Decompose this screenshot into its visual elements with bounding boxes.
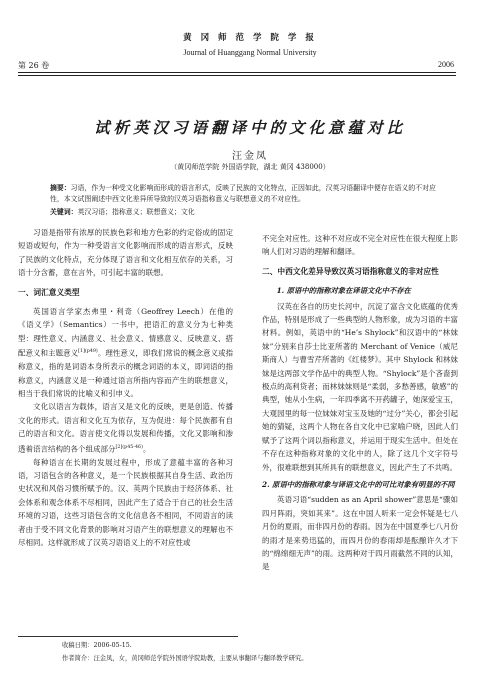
subsection-heading: 2. 原语中的指称对象与译语文化中的可比对象有明显的不同 bbox=[262, 479, 455, 489]
footnote-received: 收稿日期：2006-05-15. bbox=[62, 642, 132, 649]
abstract-label: 摘要： bbox=[50, 184, 71, 192]
body-paragraph bbox=[18, 400, 233, 455]
paragraph-text: 。理性意义，即我们常说的概念意义或指称意义，指的是词语本身所表示的概念词语的本义，即词语的指称意义，内涵意义是一种通过语言所指内容而产生的联想意义，相当于我们常说的比喻义和引申义。 bbox=[18, 348, 234, 398]
body-paragraph: 英语习语“sudden as an April shower”意思是“骤如四月阵雨，突如其来”。这在中国人听来一定会怀疑是七八月份的夏雨，而非四月份的春雨。因为在中国夏季七八月份的雨才是来势迅猛的，而四月份的春雨却是酝酿许久才下的“绵绵细无声”的雨。这两种对于四月雨截然不同的认知，是 bbox=[262, 495, 458, 572]
footnote-author-bio: 作者简介：汪金凤，女，黄冈师范学院外国语学院助教，主要从事翻译与翻译教学研究。 bbox=[62, 655, 308, 662]
section-heading: 一、词汇意义类型 bbox=[18, 287, 80, 297]
left-column bbox=[18, 226, 233, 549]
header-rule bbox=[18, 72, 456, 73]
keywords-label: 关键词： bbox=[50, 208, 78, 216]
footnote-rule bbox=[18, 636, 238, 637]
header-rule-thin bbox=[18, 75, 456, 76]
article-author: 汪金凤 bbox=[232, 151, 268, 162]
journal-title-cn: 黄 冈 师 范 学 院 学 报 bbox=[183, 33, 317, 43]
article-title: 试析英汉习语翻译中的文化意蕴对比 bbox=[93, 118, 406, 137]
paragraph-text: 英国语言学家杰弗里・利奇（Geoffrey Leech）在他的《语义学》（Semantics）一书中，把语汇的意义分为七种类型：理性意义、内涵意义、社会意义、情感意义、反映意义、搭配意义和主题意义 bbox=[18, 307, 233, 358]
journal-title-en: Journal of Huanggang Normal University bbox=[183, 48, 317, 57]
body-paragraph: 每种语言在长期的发展过程中，形成了意蕴丰富的各种习语，习语包含的各种意义，是一个民族根据其自身生活、政治历史状况和风俗习惯所赋予的。汉、英两个民族由于经济体系、社会体系和观念体系不尽相同，因此产生了适合于自己的社会生活环境的习语，这些习语包含的文化信息各不相同，不同语言的读者由于受不同文化背景的影响对习语产生的联想意义的理解也不尽相同。这样就形成了汉英习语语义上的不对应性或 bbox=[18, 457, 233, 547]
body-paragraph: 不完全对应性。这种不对应或不完全对应性在很大程度上影响人们对习语的理解和翻译。 bbox=[262, 234, 458, 257]
subsection-heading: 1. 原语中的指称对象在译语文化中不存在 bbox=[276, 286, 411, 296]
abstract-text: 习语，作为一种受文化影响而形成的语言形式，反映了民族的文化特点，正因如此，汉英习语翻译中便存在语义的不对应性，本文试图阐述中西文化差异所导致的汉英习语指称意义与联想意义的不对应性。 bbox=[50, 184, 436, 203]
right-column bbox=[262, 232, 458, 574]
paragraph-text: 文化以语言为载体，语言又是文化的反映，更是创造、传播文化的形式。语言和文化互为依存，互为促进：每个民族都有自己的语言和文化。语言使文化得以发展和传播，文化又影响和渗透着语言结构的各个组成部分 bbox=[18, 402, 233, 454]
body-paragraph: 汉英在各自的历史长河中，沉淀了富含文化底蕴的优秀作品，特别是形成了一些典型的人物形象，成为习语的丰富材料。例如，英语中的“He’s Shylock”和汉语中的“林妹妹”分别来自莎士比亚所著的 Merchant of Venice（威尼斯商人）与曹雪芹所著的《红楼梦》。其中 Shylock 和林妹妹是这两部文学作品中的典型人物。“Shylock”是个吝啬到极点的高利贷者；而林妹妹则是“柔弱，多愁善感，敏感”的典型，她从小生病，一年四季离不开药罐子，她深爱宝玉，大观园里的每一位妹妹对宝玉及她的“过分”关心，都会引起她的猜疑，这两个人物在各自文化中已家喻户晓，因此人们赋予了这两个词以指称意义，并运用于现实生活中。但处在不存在这种指称对象的文化中的人，除了这几个文字符号外，很难联想到其所具有的联想意义，因此产生了不共鸣。 bbox=[262, 301, 458, 472]
year-label: 2006 bbox=[438, 60, 454, 69]
section-heading: 二、中西文化差异导致汉英习语指称意义的非对应性 bbox=[262, 266, 439, 276]
body-paragraph: 习语是指带有浓厚的民族色彩和地方色彩的约定俗成的固定短语或短句，作为一种受语言文化影响而形成的语言形式，反映了民族的文化特点，充分体现了语言和文化相互依存的关系，习语十分含蓄，意在言外，可引起丰富的联想。 bbox=[18, 228, 233, 278]
body-paragraph bbox=[18, 305, 233, 400]
volume-label: 第 26 卷 bbox=[18, 61, 50, 70]
keywords bbox=[50, 207, 440, 218]
running-header bbox=[0, 0, 500, 72]
citation-marker: [1](p49) bbox=[78, 349, 98, 355]
keywords-text: 英汉习语；指称意义；联想意义；文化 bbox=[77, 208, 195, 216]
author-affiliation: （黄冈师范学院 外国语学院，湖北 黄冈 438000） bbox=[170, 163, 330, 171]
paragraph-text: 。 bbox=[142, 444, 151, 454]
citation-marker: [2](p45-46) bbox=[115, 444, 143, 450]
abstract bbox=[50, 183, 440, 205]
